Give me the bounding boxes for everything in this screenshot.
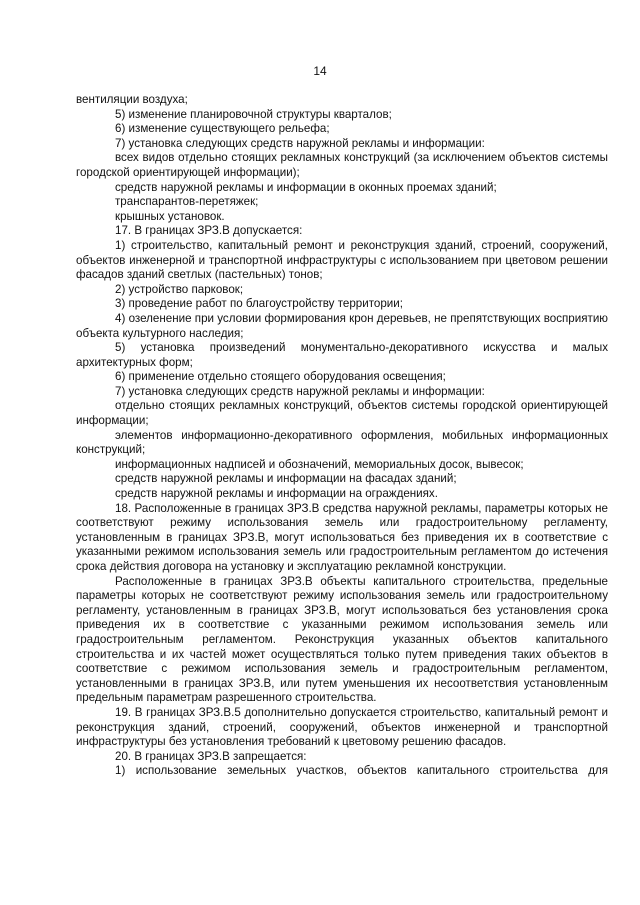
- list-item: всех видов отдельно стоящих рекламных конструкций (за исключением объектов системы городской ориентирующей информации);: [76, 151, 608, 179]
- paragraph: 19. В границах ЗРЗ.В.5 дополнительно допускается строительство, капитальный ремонт и реконструкция зданий, строений, сооружений, объектов инженерной и транспортной инфраструктуры без установления требований к цветовому решению фасадов.: [76, 705, 608, 749]
- list-item: 3) проведение работ по благоустройству территории;: [115, 297, 403, 311]
- list-item: элементов информационно-декоративного оформления, мобильных информационных конструкций;: [76, 428, 608, 457]
- list-item: 7) установка следующих средств наружной рекламы и информации:: [115, 384, 485, 398]
- paragraph: Расположенные в границах ЗРЗ.В объекты капитального строительства, предельные параметры которых не соответствуют режиму использования земель или градостроительному регламенту, установленным в границах ЗРЗ.В, могут использоваться без установления срока приведения их в соответствие с указанными режимом использования земель или градостроительным регламентом. Реконструкция указанных объектов капитального строительства и их частей может осуществляться только путем приведения таких объектов в соответствие с режимом использования земель и градостроительным регламентом, установленными в границах ЗРЗ.В, или путем уменьшения их несоответствия установленным предельным параметрам разрешенного строительства.: [76, 574, 608, 705]
- section-heading: 20. В границах ЗРЗ.В запрещается:: [115, 749, 307, 763]
- list-item: 1) строительство, капитальный ремонт и реконструкция зданий, строений, сооружений, объектов инженерной и транспортной инфраструктуры с использованием при цветовом решении фасадов зданий светлых (пастельных) тонов;: [76, 238, 608, 282]
- list-item: средств наружной рекламы и информации на ограждениях.: [115, 487, 438, 501]
- paragraph: 18. Расположенные в границах ЗРЗ.В средства наружной рекламы, параметры которых не соответствуют режиму использования земель или градостроительному регламенту, установленным в границах ЗРЗ.В, могут использоваться без приведения их в соответствие с указанными режимом использования земель или градостроительным регламентом до истечения срока действия договора на установку и эксплуатацию рекламной конструкции.: [76, 501, 608, 573]
- list-item: средств наружной рекламы и информации в оконных проемах зданий;: [115, 180, 497, 194]
- list-item: 5) установка произведений монументально-декоративного искусства и малых архитектурных форм;: [76, 341, 608, 369]
- list-item: информационных надписей и обозначений, мемориальных досок, вывесок;: [115, 457, 524, 471]
- list-item: 5) изменение планировочной структуры кварталов;: [115, 107, 392, 121]
- list-item: 7) установка следующих средств наружной рекламы и информации:: [115, 136, 485, 150]
- list-item: 4) озеленение при условии формирования крон деревьев, не препятствующих восприятию объекта культурного наследия;: [76, 311, 608, 340]
- list-item: 1) использование земельных участков, объектов капитального строительства для: [115, 764, 608, 778]
- section-heading: 17. В границах ЗРЗ.В допускается:: [115, 224, 303, 238]
- page-number: 14: [313, 64, 327, 78]
- list-item: транспарантов-перетяжек;: [115, 195, 259, 209]
- list-item: 6) изменение существующего рельефа;: [115, 122, 330, 136]
- list-item: 2) устройство парковок;: [115, 282, 244, 296]
- list-item: средств наружной рекламы и информации на фасадах зданий;: [115, 472, 457, 486]
- document-body: [76, 93, 608, 779]
- list-item: крышных установок.: [115, 209, 225, 223]
- list-item: отдельно стоящих рекламных конструкций, объектов системы городской ориентирующей информации;: [76, 399, 608, 428]
- list-item: 6) применение отдельно стоящего оборудования освещения;: [115, 370, 446, 384]
- paragraph: вентиляции воздуха;: [76, 93, 188, 106]
